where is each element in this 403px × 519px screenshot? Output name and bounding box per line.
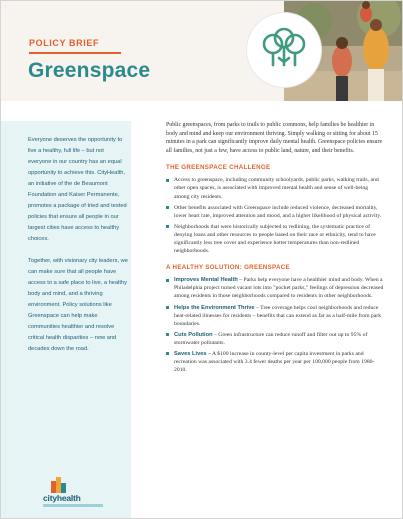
solution-title: Helps the Environment Thrive [174,304,255,311]
main-content [166,121,384,377]
policy-brief-label: POLICY BRIEF [29,38,100,48]
challenge-item: Access to greenspace, including community schoolyards, public parks, walking trails, and other open spaces, is associated with improved mental health and sense of well-being among city residents. [166,176,384,200]
sidebar-paragraph: Everyone deserves the opportunity to live a healthy, full life – but not everyone in our country has an equal opportunity to achieve this. CityHealth, an initiative of the de Beaumont Foundation and Kaiser Permanente, promotes a package of tried and tested policies that ensure all people in our largest cities have access to healthy choices. [28,137,127,242]
logo-underline [43,504,103,507]
sidebar-text [28,135,128,366]
solution-title: Cuts Pollution [174,331,213,338]
challenge-list [166,176,384,255]
solution-text: – Green infrastructure can reduce runoff and filter out up to 95% of stormwater pollutants. [174,331,368,346]
header-band [1,1,402,101]
accent-rule [29,52,121,54]
tree-icon [247,13,321,87]
challenge-item: Other benefits associated with Greenspace include reduced violence, decreased mortality, lower heart rate, improved attention and mood, and a higher likelihood of physical activity. [166,204,384,220]
solution-heading: A HEALTHY SOLUTION: GREENSPACE [166,264,290,272]
page-title: Greenspace [28,59,151,82]
tree-badge [247,13,321,87]
solution-title: Improves Mental Health [174,277,238,284]
challenge-item: Neighborhoods that were historically subjected to redlining, the systematic practice of denying loans and other resources to people based on their race or ethnicity, tend to have significantly less tree cover and experience hotter temperatures than non-redlined neighborhoods. [166,223,384,255]
solution-item [166,350,384,374]
challenge-heading: THE GREENSPACE CHALLENGE [166,164,271,172]
solution-text: – Parks help everyone have a healthier mind and body. When a Philadelphia project turned vacant lots into "pocket parks," feelings of depression decreased among residents in those neighborhoods compared to residents in other neighborhoods. [174,277,384,300]
solution-list [166,276,384,374]
cityhealth-wordmark: cityhealth [43,493,81,503]
sidebar-paragraph: Together, with visionary city leaders, we can make sure that all people have access to a safe place to live, a healthy body and mind, and a thriving environment. Policy solutions like Greenspace can help make communities healthier and resolve critical health disparities – now and decades down the road. [28,258,128,352]
intro-paragraph: Public greenspaces, from parks to trails to public commons, help families be healthier in body and mind and keep our environment thriving. Simply walking or sitting for about 15 minutes in a park can significantly improve daily mental health. Greenspace policies ensure all families, not just a few, have access to public land, nature, and their benefits. [166,122,383,154]
solution-item [166,276,384,300]
solution-text: – Tree coverage helps cool neighborhoods and reduce heat-related illnesses for residents – benefits that can extend as far as a half-mile from park boundaries. [174,304,382,327]
solution-item [166,304,384,328]
solution-title: Saves Lives [174,350,207,357]
solution-item [166,331,384,347]
solution-text: – A $100 increase in county-level per capita investment in parks and recreation was associated with 3.4 fewer deaths per year per 100,000 people from 1980-2010. [174,350,375,374]
